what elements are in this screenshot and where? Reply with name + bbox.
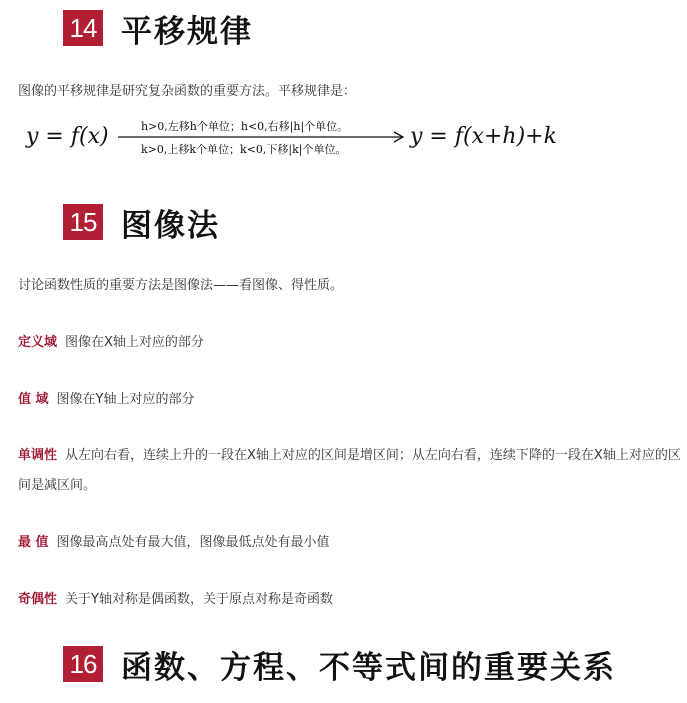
translation-intro: 图像的平移规律是研究复杂函数的重要方法。平移规律是：	[18, 84, 357, 99]
section-number: 14	[63, 10, 103, 46]
section-16-header	[63, 646, 616, 686]
property-monotonicity	[18, 441, 684, 501]
property-term: 单调性	[18, 448, 58, 463]
property-term: 最 值	[18, 535, 49, 550]
section-title: 平移规律	[121, 13, 253, 50]
property-text: 图像在Y轴上对应的部分	[56, 392, 195, 407]
arrow-label-upper: h>0,左移h个单位；h<0,右移|h|个单位。	[141, 120, 349, 133]
property-term: 值 域	[18, 392, 49, 407]
property-term: 定义域	[18, 335, 58, 350]
property-range	[18, 390, 194, 410]
section-15-header	[63, 204, 220, 244]
property-domain	[18, 333, 204, 353]
section-number: 16	[63, 646, 103, 682]
formula-right: y = f(x+h)+k	[410, 124, 557, 149]
section-14-header	[63, 10, 253, 50]
graph-method-intro: 讨论函数性质的重要方法是图像法——看图像、得性质。	[18, 278, 344, 293]
section-number: 15	[63, 204, 103, 240]
section-title: 图像法	[121, 207, 220, 244]
property-term: 奇偶性	[18, 592, 58, 607]
property-text: 从左向右看，连续上升的一段在X轴上对应的区间是增区间；从左向右看，连续下降的一段在X轴上对应的区间是减区间。	[18, 448, 681, 493]
property-text: 图像在X轴上对应的部分	[65, 335, 204, 350]
property-text: 图像最高点处有最大值，图像最低点处有最小值	[56, 535, 330, 550]
arrow-label-lower: k>0,上移k个单位；k<0,下移|k|个单位。	[141, 143, 347, 156]
property-extremum	[18, 533, 330, 553]
property-text: 关于Y轴对称是偶函数，关于原点对称是奇函数	[65, 592, 333, 607]
formula-left: y = f(x)	[26, 124, 109, 149]
property-parity	[18, 590, 333, 610]
translation-formula	[26, 110, 586, 170]
section-title: 函数、方程、不等式间的重要关系	[121, 649, 616, 686]
